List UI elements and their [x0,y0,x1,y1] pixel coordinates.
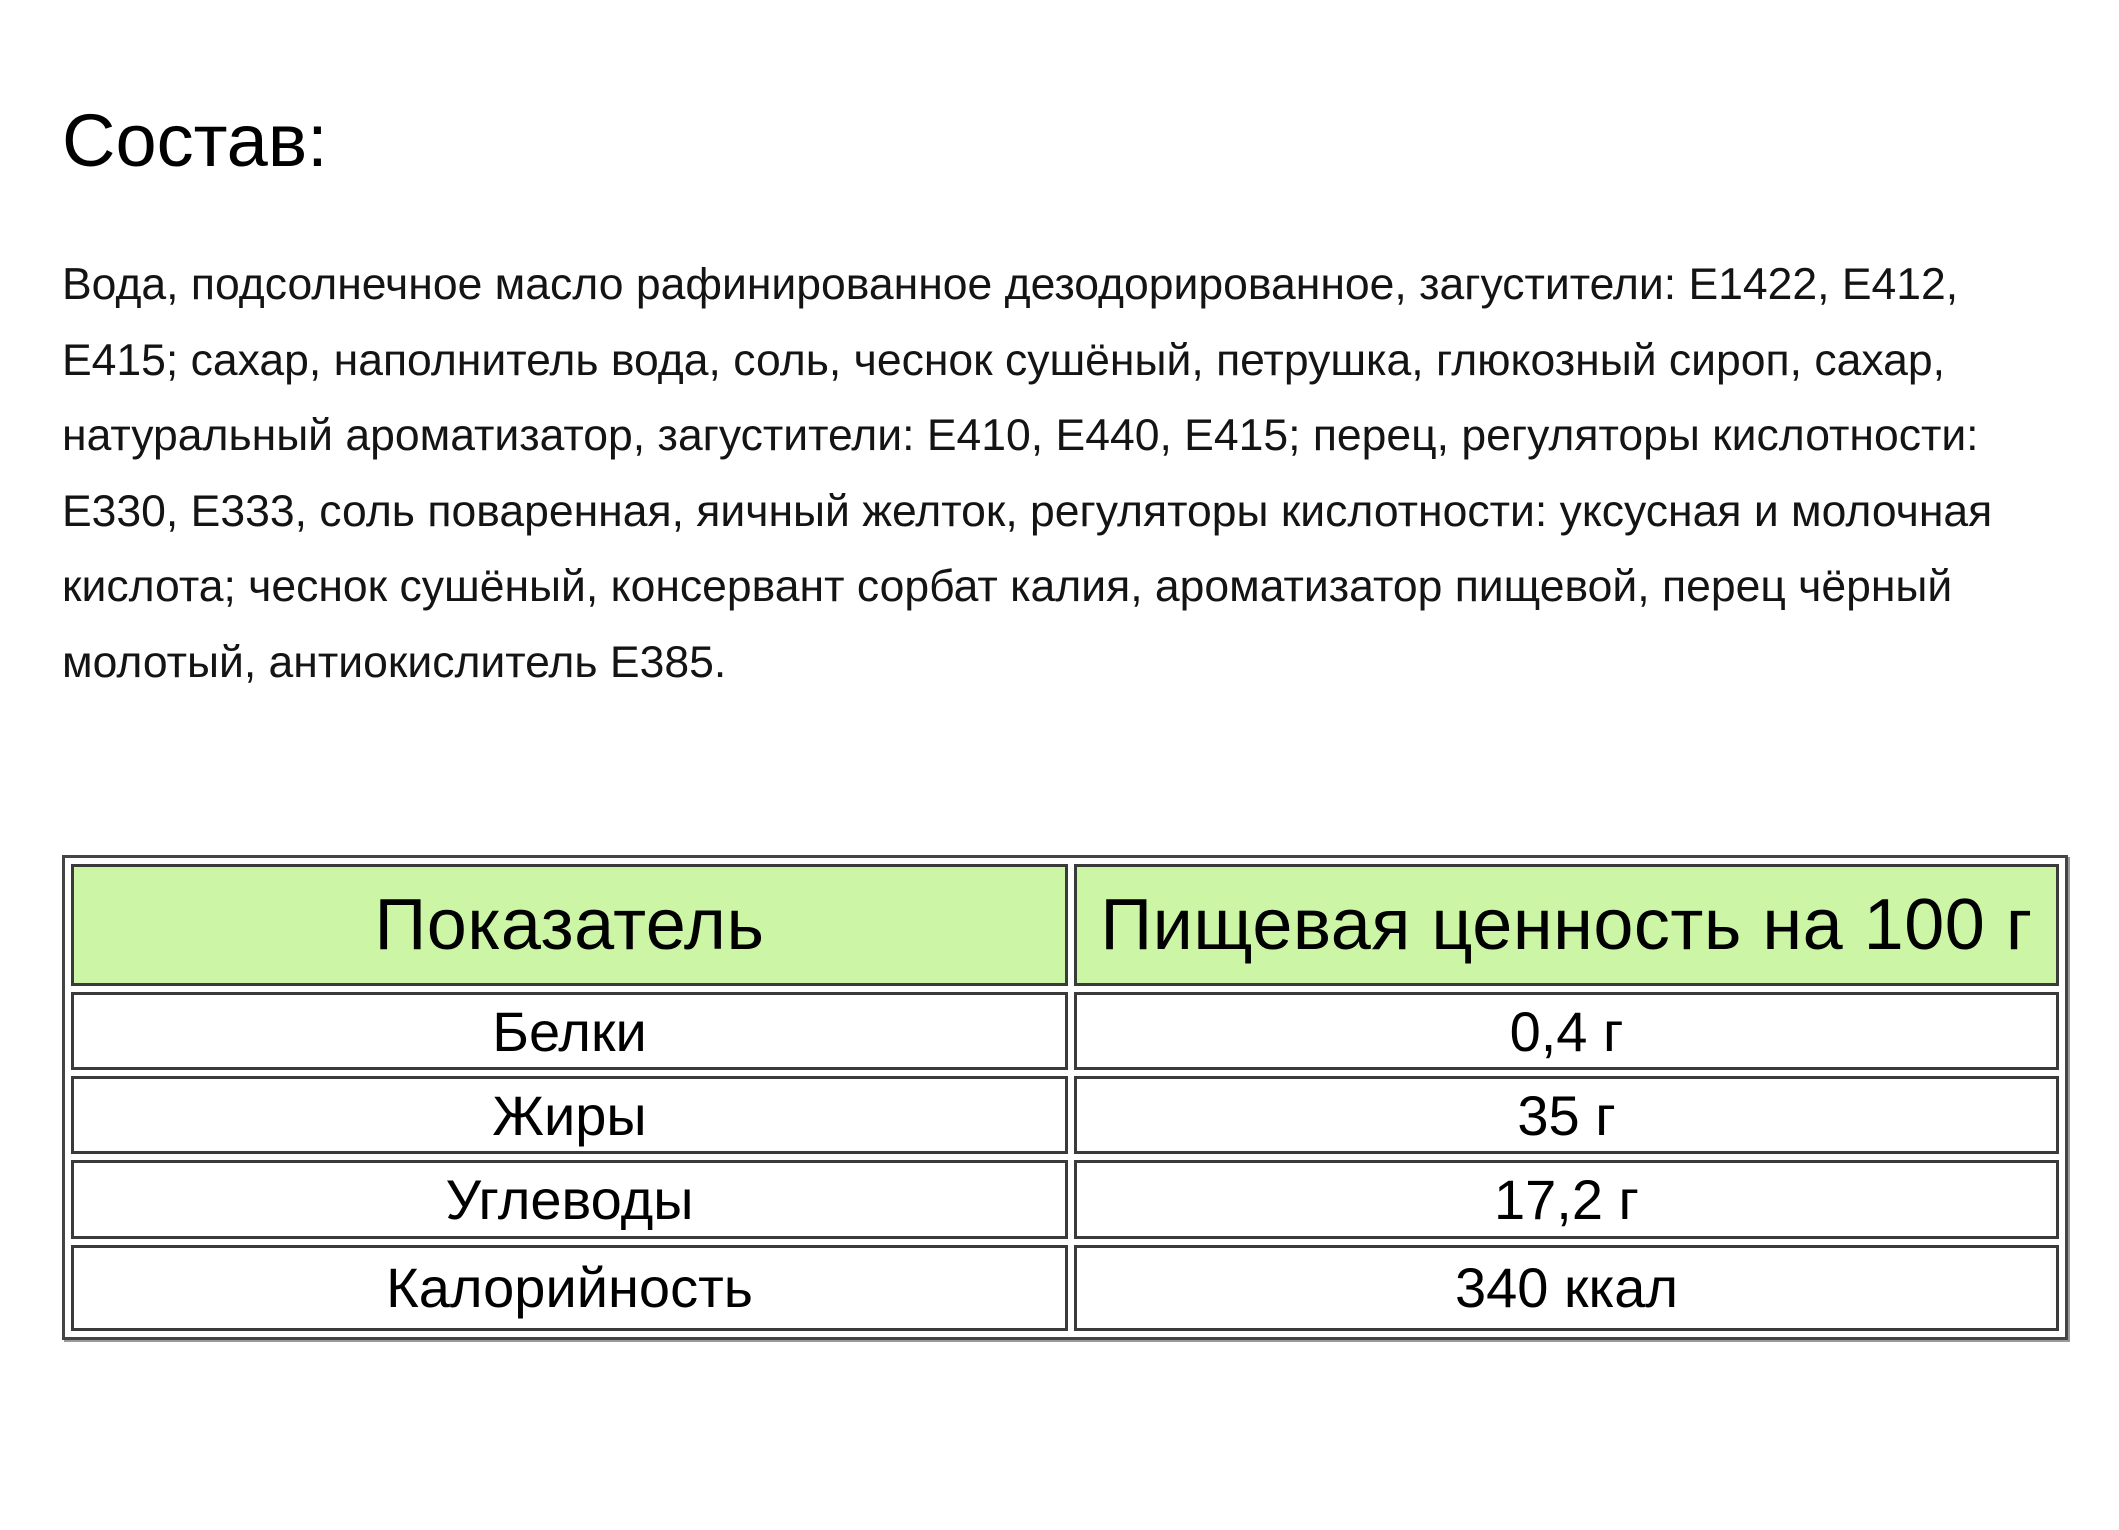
row-label-fat: Жиры [71,1076,1068,1154]
table-row [71,992,2059,1070]
table-row [71,1160,2059,1238]
header-nutritional-value: Пищевая ценность на 100 г [1074,864,2059,986]
nutrition-table [62,855,2068,1340]
table-header-row [71,864,2059,986]
ingredients-text: Вода, подсолнечное масло рафинированное дезодорированное, загустители: Е1422, Е412, Е415; сахар, наполнитель вода, соль, чеснок сушёный, петрушка, глюкозный сироп, сахар, натуральный ароматизатор, загустители: Е410, Е440, Е415; перец, регуляторы кислотности: Е330, Е333, соль поваренная, яичный желток, регуляторы кислотности: уксусная и молочная кислота; чеснок сушёный, консервант сорбат калия, ароматизатор пищевой, перец чёрный молотый, антиокислитель Е385. [62,260,1993,687]
header-indicator: Показатель [71,864,1068,986]
row-value-fat: 35 г [1074,1076,2059,1154]
table-row [71,1076,2059,1154]
row-value-carbs: 17,2 г [1074,1160,2059,1238]
row-label-calories: Калорийность [71,1245,1068,1331]
row-value-protein: 0,4 г [1074,992,2059,1070]
row-label-protein: Белки [71,992,1068,1070]
row-label-carbs: Углеводы [71,1160,1068,1238]
row-value-calories: 340 ккал [1074,1245,2059,1331]
table-row [71,1245,2059,1331]
composition-heading: Состав: [62,99,328,182]
